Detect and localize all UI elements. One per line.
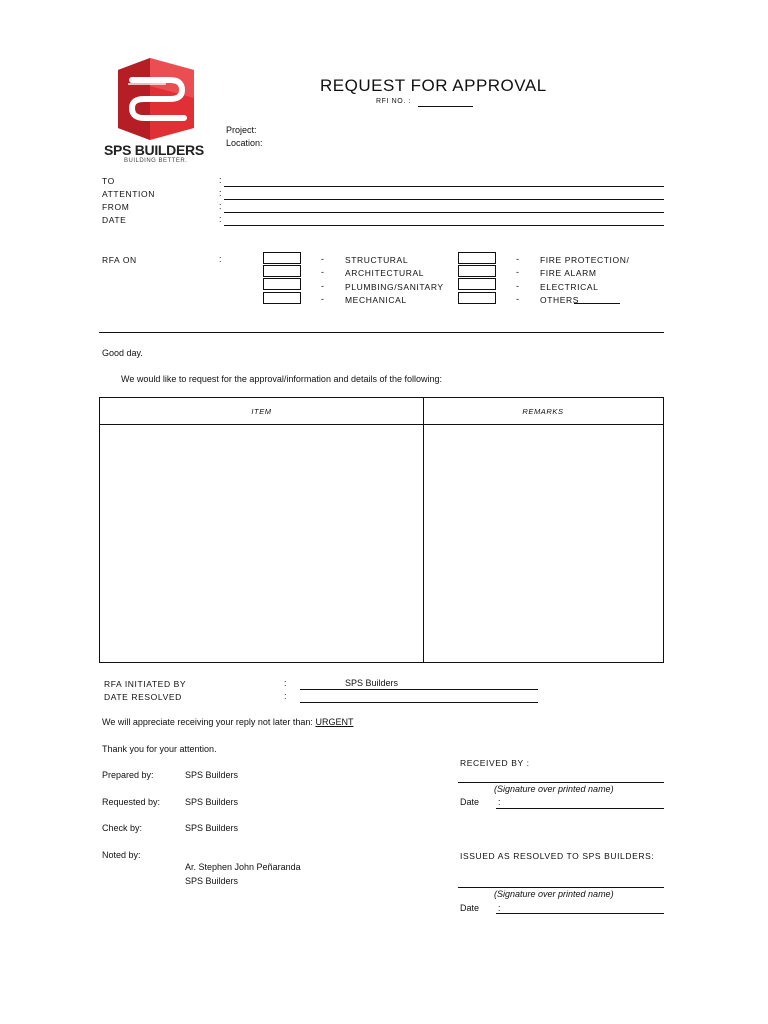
rfa-option-label: ELECTRICAL [540,282,599,292]
issued-resolved-label: ISSUED AS RESOLVED TO SPS BUILDERS: [460,851,655,861]
sps-logo-icon [104,58,214,140]
issued-date-label: Date [460,903,480,913]
from-label: FROM [102,202,130,212]
date-resolved-field[interactable] [300,702,538,703]
remarks-cell[interactable] [426,428,660,658]
rfa-option-label: MECHANICAL [345,295,407,305]
reply-text [102,717,353,727]
page-title: REQUEST FOR APPROVAL [320,76,547,95]
rfa-initiated-value: SPS Builders [345,678,399,688]
table-header-divider [100,424,663,425]
requested-by-label: Requested by: [102,797,161,807]
dash: - [516,294,519,304]
received-signature-caption: (Signature over printed name) [494,784,614,794]
attention-label: ATTENTION [102,189,155,199]
rfi-number-line[interactable] [418,106,473,107]
prepared-by-label: Prepared by: [102,770,154,780]
section-divider [99,332,664,333]
noted-by-label: Noted by: [102,850,141,860]
items-table [99,397,664,663]
greeting-text: Good day. [102,348,143,358]
check-by-label: Check by: [102,823,143,833]
colon: : [219,254,222,264]
table-header-remarks: REMARKS [522,407,564,416]
received-by-label: RECEIVED BY : [460,758,530,768]
colon: : [284,691,287,701]
received-date-label: Date [460,797,480,807]
prepared-by-value: SPS Builders [185,770,239,780]
checkbox-fire-protection[interactable] [458,252,496,264]
checkbox-structural[interactable] [263,252,301,264]
attention-field[interactable] [224,199,664,200]
checkbox-fire-alarm[interactable] [458,265,496,277]
dash: - [516,281,519,291]
intro-text: We would like to request for the approval/information and details of the following: [121,374,443,384]
rfa-initiated-field[interactable] [300,689,538,690]
thanks-text: Thank you for your attention. [102,744,217,754]
date-label: DATE [102,215,127,225]
reply-text-label: We will appreciate receiving your reply not later than: [102,717,313,727]
colon: : [219,201,222,211]
dash: - [321,294,324,304]
others-field[interactable] [574,303,620,304]
rfa-option-label: ARCHITECTURAL [345,268,425,278]
noted-by-company: SPS Builders [185,876,239,886]
dash: - [516,267,519,277]
rfa-option-label: FIRE PROTECTION/ [540,255,630,265]
checkbox-electrical[interactable] [458,278,496,290]
colon: : [498,797,501,807]
project-label: Project: [226,125,257,135]
dash: - [321,267,324,277]
from-field[interactable] [224,212,664,213]
logo-name: SPS BUILDERS [104,142,204,158]
received-date-field[interactable] [496,808,664,809]
rfa-option-label: STRUCTURAL [345,255,409,265]
issued-signature-caption: (Signature over printed name) [494,889,614,899]
check-by-value: SPS Builders [185,823,239,833]
dash: - [321,281,324,291]
received-by-signature-line[interactable] [458,782,664,783]
dash: - [321,254,324,264]
noted-by-name: Ar. Stephen John Peñaranda [185,862,301,872]
colon: : [498,903,501,913]
item-cell[interactable] [102,428,420,658]
location-label: Location: [226,138,263,148]
requested-by-value: SPS Builders [185,797,239,807]
colon: : [219,188,222,198]
rfa-option-label: OTHERS [540,295,580,305]
urgency-value: URGENT [315,717,354,727]
issued-signature-line[interactable] [458,887,664,888]
issued-date-field[interactable] [496,913,664,914]
to-label: TO [102,176,115,186]
rfa-initiated-label: RFA INITIATED BY [104,679,187,689]
colon: : [284,678,287,688]
rfa-on-label: RFA ON [102,255,137,265]
checkbox-plumbing-sanitary[interactable] [263,278,301,290]
table-column-divider [423,398,424,662]
table-header-item: ITEM [251,407,272,416]
rfi-number-label: RFI NO. : [376,98,411,105]
to-field[interactable] [224,186,664,187]
checkbox-others[interactable] [458,292,496,304]
logo-tagline: BUILDING BETTER. [124,158,188,164]
rfa-option-label: PLUMBING/SANITARY [345,282,444,292]
date-field[interactable] [224,225,664,226]
colon: : [219,175,222,185]
rfa-option-label: FIRE ALARM [540,268,597,278]
date-resolved-label: DATE RESOLVED [104,692,182,702]
checkbox-architectural[interactable] [263,265,301,277]
checkbox-mechanical[interactable] [263,292,301,304]
colon: : [219,214,222,224]
dash: - [516,254,519,264]
company-logo [104,58,214,162]
